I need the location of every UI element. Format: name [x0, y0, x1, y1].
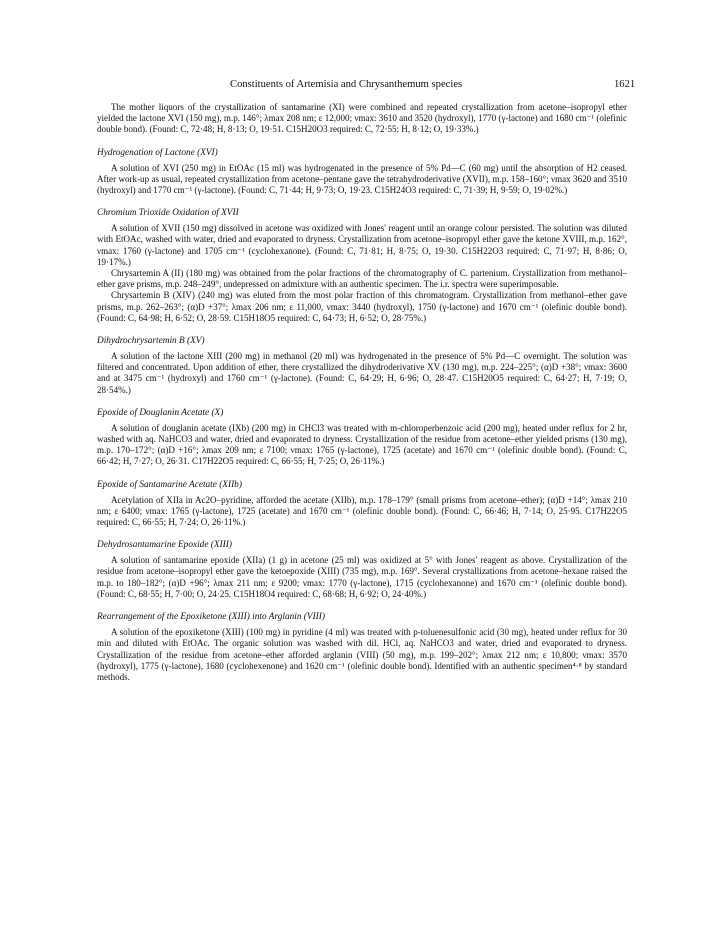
heading-chromium-oxidation: Chromium Trioxide Oxidation of XVII: [97, 208, 239, 219]
paragraph-chromium-oxidation: A solution of XVII (150 mg) dissolved in acetone was oxidized with Jones' reagent until an orange colour persisted. The solution was diluted with EtOAc, washed with water, dried and evaporated to dryness. Crystallization from acetone–isopropyl ether gave the ketone XVIII, m.p. 162°, νmax: 1760 (γ-lactone) and 1705 cm⁻¹ (cyclohexanone). (Found: C, 71·81; H, 8·75; O, 19·30. C15H22O3 required: C, 71·97; H, 8·86; O, 19·17%.): [97, 223, 627, 267]
paragraph-epoxide-douglanin: A solution of douglanin acetate (IXb) (200 mg) in CHCl3 was treated with m-chloroperbenzoic acid (200 mg), heated under reflux for 2 hr, washed with aq. NaHCO3 and water, dried and evaporated to dryness. Crystallization of the residue from acetone–ether yielded prisms (130 mg), m.p. 170–172°; (α)D +16°; λmax 209 nm; ε 7100; νmax: 1765 (γ-lactone), 1725 (acetate) and 1670 cm⁻¹ (olefinic double bond). (Found: C, 66·42; H, 7·27; O, 26·31. C17H22O5 required: C, 66·55; H, 7·25; O, 26·11%.): [97, 422, 627, 467]
page-number: 1621: [614, 79, 636, 90]
running-title: Constituents of Artemisia and Chrysanthemum species: [230, 79, 463, 90]
paragraph-intro: The mother liquors of the crystallization of santamarine (XI) were combined and repeated crystallization from acetone–isopropyl ether yielded the lactone XVI (150 mg), m.p. 146°; λmax 208 nm; ε 12,000; νmax: 3610 and 3520 (hydroxyl), 1770 (γ-lactone) and 1680 cm⁻¹ (olefinic double bond). (Found: C, 72·48; H, 8·13; O, 19·51. C15H20O3 required: C, 72·55; H, 8·12; O, 19·33%.): [97, 102, 627, 135]
paragraph-dehydrosantamarine: A solution of santamarine epoxide (XIIa) (1 g) in acetone (25 ml) was oxidized at 5° with Jones' reagent as above. Crystallization of the residue from acetone–isopropyl ether gave the ketoepoxide (XIII) (735 mg), m.p. 169°. Several crystallizations from acetone–hexane raised the m.p. to 180–182°; (α)D +96°; λmax 211 nm; ε 9200; νmax: 1770 (γ-lactone), 1715 (cyclohexanone) and 1670 cm⁻¹ (olefinic double bond). (Found: C, 68·55; H, 7·00; O, 24·25. C15H18O4 required: C, 68·68; H, 6·92; O, 24·40%.): [97, 555, 627, 599]
paragraph-epoxide-santamarine: Acetylation of XIIa in Ac2O–pyridine, afforded the acetate (XIIb), m.p. 178–179° (small prisms from acetone–ether); (α)D +14°; λmax 210 nm; ε 6400; νmax: 1765 (γ-lactone), 1725 (acetate) and 1670 cm⁻¹ (olefinic double bond). (Found: C, 66·46; H, 7·14; O, 25·95. C17H22O5 required: C, 66·55; H, 7·24; O, 26·11%.): [97, 494, 627, 528]
heading-rearrangement: Rearrangement of the Epoxiketone (XIII) into Arglanin (VIII): [97, 612, 325, 623]
heading-epoxide-douglanin: Epoxide of Douglanin Acetate (X): [97, 407, 224, 418]
paragraph-hydrogenation: A solution of XVI (250 mg) in EtOAc (15 ml) was hydrogenated in the presence of 5% Pd—C (60 mg) until the absorption of H2 ceased. After work-up as usual, repeated crystallization from acetone–pentane gave the tetrahydroderivative (XVII), m.p. 158–160°; νmax 3620 and 3510 (hydroxyl) and 1770 cm⁻¹ (γ-lactone). (Found: C, 71·44; H, 9·73; O, 19·23. C15H24O3 required: C, 71·39; H, 9·59; O, 19·02%.): [97, 162, 627, 196]
article-body: [97, 102, 627, 683]
heading-dihydrochrysartemin: Dihydrochrysartemin B (XV): [97, 336, 205, 347]
paragraph-chrysartemin-b: Chrysartemin B (XIV) (240 mg) was eluted from the most polar fraction of this chromatogram. Crystallization from methanol–ether gave prisms, m.p. 262–263°; (α)D +37°; λmax 206 nm; ε 11,000, νmax: 3440 (hydroxyl), 1750 (γ-lactone) and 1670 cm⁻¹ (olefinic double bond). (Found: C, 64·98; H, 6·52; O, 28·59. C15H18O5 required: C, 64·73; H, 6·52; O, 28·75%.): [97, 290, 627, 323]
heading-hydrogenation: Hydrogenation of Lactone (XVI): [97, 147, 218, 158]
paragraph-rearrangement: A solution of the epoxiketone (XIII) (100 mg) in pyridine (4 ml) was treated with p-toluenesulfonic acid (30 mg), heated under reflux for 30 min and diluted with EtOAc. The organic solution was washed with dil. HCl, aq. NaHCO3 and water, dried and evaporated to dryness. Crystallization of the residue from acetone–ether afforded arglanin (VIII) (50 mg), m.p. 199–202°; λmax 212 nm; ε 10,800; νmax: 3570 (hydroxyl), 1775 (γ-lactone), 1680 (cyclohexenone) and 1620 cm⁻¹ (olefinic double bond). Identified with an authentic specimen⁴·⁸ by standard methods.: [97, 627, 627, 682]
heading-dehydrosantamarine: Dehydrosantamarine Epoxide (XIII): [97, 540, 232, 551]
heading-epoxide-santamarine: Epoxide of Santamarine Acetate (XIIb): [97, 479, 242, 490]
paragraph-chrysartemin-a: Chrysartemin A (II) (180 mg) was obtained from the polar fractions of the chromatography of C. partenium. Crystallization from methanol–ether gave prisms, m.p. 248–249°, undepressed on admixture with an authentic specimen. The i.r. spectra were superimposable.: [97, 268, 627, 290]
paragraph-dihydrochrysartemin: A solution of the lactone XIII (200 mg) in methanol (20 ml) was hydrogenated in the presence of 5% Pd—C overnight. The solution was filtered and concentrated. Upon addition of ether, there crystallized the dihydroderivative XV (130 mg), m.p. 224–225°; (α)D +38°; νmax: 3600 and at 3475 cm⁻¹ (hydroxyl) and 1760 cm⁻¹ (γ-lactone). (Found: C, 64·29; H, 6·96; O, 28·47. C15H20O5 required: C, 64·27; H, 7·19; O, 28·54%.): [97, 351, 627, 395]
